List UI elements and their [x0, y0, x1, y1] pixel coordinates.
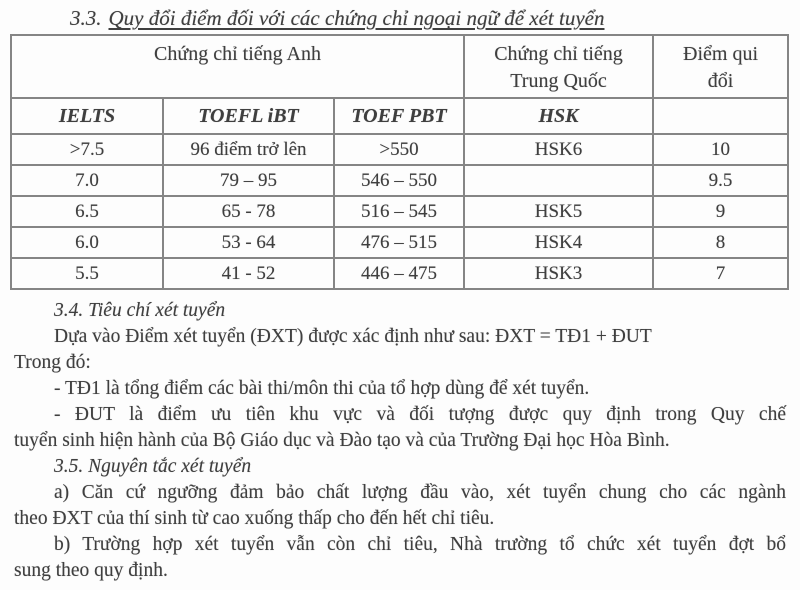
principle-a-paragraph	[14, 480, 786, 532]
section-3-3-number: 3.3.	[70, 6, 102, 30]
cell-toef-pbt: 546 – 550	[334, 165, 464, 196]
trong-do-label: Trong đó:	[14, 352, 91, 373]
cell-toef-pbt: 446 – 475	[334, 258, 464, 289]
cell-ielts: 5.5	[11, 258, 163, 289]
formula-paragraph: Dựa vào Điểm xét tuyển (ĐXT) được xác định như sau: ĐXT = TĐ1 + ĐUT	[54, 326, 652, 347]
cell-score: 10	[653, 134, 788, 165]
col-header-hsk: HSK	[464, 98, 653, 134]
principle-b-paragraph	[14, 532, 786, 584]
cell-score: 9	[653, 196, 788, 227]
document-body	[14, 298, 786, 584]
cell-ielts: >7.5	[11, 134, 163, 165]
cell-hsk	[464, 165, 653, 196]
table-column-header-row	[11, 98, 788, 134]
cell-toef-pbt: 476 – 515	[334, 227, 464, 258]
section-3-3-heading	[70, 6, 800, 31]
table-row	[11, 165, 788, 196]
principle-a-line2: theo ĐXT của thí sinh từ cao xuống thấp cho đến hết chỉ tiêu.	[14, 508, 495, 529]
cell-toefl-ibt: 53 - 64	[163, 227, 334, 258]
section-3-3-title-text: Quy đổi điểm đối với các chứng chỉ ngoại ngữ để xét tuyển	[108, 6, 605, 30]
cell-toefl-ibt: 79 – 95	[163, 165, 334, 196]
cell-score: 7	[653, 258, 788, 289]
score-conversion-table	[10, 34, 789, 290]
principle-b-line2: sung theo quy định.	[14, 560, 168, 581]
principle-a-line1: a) Căn cứ ngưỡng đảm bảo chất lượng đầu vào, xét tuyển chung cho các ngành	[54, 482, 786, 503]
cell-hsk: HSK3	[464, 258, 653, 289]
cell-ielts: 6.0	[11, 227, 163, 258]
dut-definition-line1: - ĐUT là điểm ưu tiên khu vực và đối tượng được quy định trong Quy chế	[54, 404, 786, 425]
table-row	[11, 196, 788, 227]
col-header-score-empty	[653, 98, 788, 134]
group-header-converted-score: Điểm qui đổi	[653, 35, 788, 98]
cell-toefl-ibt: 96 điểm trở lên	[163, 134, 334, 165]
cell-toefl-ibt: 41 - 52	[163, 258, 334, 289]
cell-score: 9.5	[653, 165, 788, 196]
dut-definition-line2: tuyển sinh hiện hành của Bộ Giáo dục và Đào tạo và của Trường Đại học Hòa Bình.	[14, 430, 670, 451]
col-header-ielts: IELTS	[11, 98, 163, 134]
section-3-5-heading: 3.5. Nguyên tắc xét tuyển	[54, 456, 252, 477]
table-row	[11, 134, 788, 165]
col-header-toefl-ibt: TOEFL iBT	[163, 98, 334, 134]
cell-toef-pbt: >550	[334, 134, 464, 165]
cell-hsk: HSK6	[464, 134, 653, 165]
cell-toef-pbt: 516 – 545	[334, 196, 464, 227]
cell-toefl-ibt: 65 - 78	[163, 196, 334, 227]
group-header-english-certificates: Chứng chỉ tiếng Anh	[11, 35, 464, 98]
cell-hsk: HSK4	[464, 227, 653, 258]
table-row	[11, 227, 788, 258]
group-header-chinese-certificates: Chứng chỉ tiếng Trung Quốc	[464, 35, 653, 98]
col-header-toef-pbt: TOEF PBT	[334, 98, 464, 134]
td1-definition: - TĐ1 là tổng điểm các bài thi/môn thi của tổ hợp dùng để xét tuyển.	[54, 378, 590, 399]
dut-definition	[14, 402, 786, 454]
cell-ielts: 7.0	[11, 165, 163, 196]
section-3-4-heading: 3.4. Tiêu chí xét tuyển	[54, 300, 226, 321]
cell-score: 8	[653, 227, 788, 258]
principle-b-line1: b) Trường hợp xét tuyển vẫn còn chỉ tiêu, Nhà trường tổ chức xét tuyển đợt bổ	[54, 534, 786, 555]
cell-ielts: 6.5	[11, 196, 163, 227]
cell-hsk: HSK5	[464, 196, 653, 227]
table-row	[11, 258, 788, 289]
table-group-header-row	[11, 35, 788, 98]
